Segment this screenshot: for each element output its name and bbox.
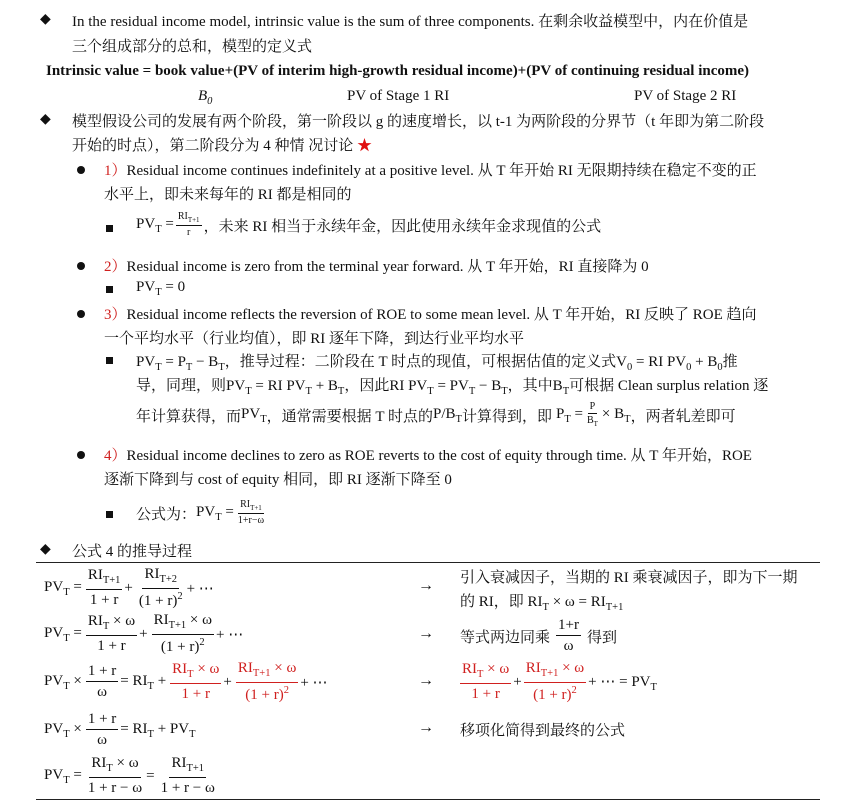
derivation-step-1: $PV_T$ = $\frac{RI_{T+1}}{1 + r}$ + $\frac{RI_{T+2}}{(1 + r)^2}$ + ⋯	[44, 566, 214, 609]
case-3-sub-line-1: $PV_T = P_T - B_T$，推导过程：二阶段在 T 时点的现值，可根据估值的定义式$V_0$ = RI $PV_0 + B_0$推	[136, 354, 738, 373]
case-3-line-2: 一个平均水平（行业均值），即 RI 逐年下降，到达行业平均水平	[104, 331, 525, 347]
assumption-line-2: 开始的时点），第二阶段分为 4 种情 况讨论 ★	[72, 138, 373, 154]
case-4-line-2: 逐渐下降到与 cost of equity 相同，即 RI 逐渐下降至 0	[104, 472, 452, 488]
bullet-square	[106, 225, 113, 232]
arrow-icon: →	[418, 625, 434, 642]
arrow-icon: →	[418, 672, 434, 689]
derivation-step-2: $PV_T$ = $\frac{RI_T \times \omega}{1 + r}$ + $\frac{RI_{T+1} \times \omega}{(1 + r)^2}$ + ⋯	[44, 612, 244, 655]
bullet-square	[106, 286, 113, 293]
arrow-icon: →	[418, 719, 434, 736]
case-1-line-1: 1）Residual income continues indefinitely at a positive level. 从 T 年开始 RI 无限期持续在稳定不变的正	[104, 163, 757, 179]
divider-bottom	[36, 799, 820, 800]
case-4-line-1: 4）Residual income declines to zero as ROE reverts to the cost of equity through time. 从 T 年开始，ROE	[104, 448, 752, 464]
derivation-note-3: $\frac{RI_T \times \omega}{1 + r}$ + $\frac{RI_{T+1} \times \omega}{(1 + r)^2}$ + ⋯ = $PV_T$	[462, 660, 657, 703]
derivation-title: 公式 4 的推导过程	[72, 544, 193, 560]
intro-line-1: In the residual income model, intrinsic value is the sum of three components. 在剩余收益模型中，内在价值是	[72, 14, 749, 30]
derivation-step-4: $PV_T$ × $\frac{1 + r}{\omega}$ = $RI_T + PV_T$	[44, 711, 196, 748]
derivation-note-4: 移项化简得到最终的公式	[460, 723, 626, 739]
divider-top	[36, 562, 820, 563]
case-1-line-2: 水平上，即未来每年的 RI 都是相同的	[104, 187, 352, 203]
label-stage1: PV of Stage 1 RI	[347, 88, 450, 104]
case-4-formula: 公式为： $PV_T$ = $\frac{RI_{T+1}}{1+r-\omega}$	[136, 499, 265, 526]
bullet-dot	[77, 310, 85, 318]
case-2-line-1: 2）Residual income is zero from the terminal year forward. 从 T 年开始，RI 直接降为 0	[104, 259, 649, 275]
intrinsic-value-formula: Intrinsic value = book value+(PV of interim high-growth residual income)+(PV of continuing residual income)	[46, 63, 750, 79]
label-stage2: PV of Stage 2 RI	[634, 88, 737, 104]
bullet-diamond: ◆	[40, 112, 51, 127]
star-icon: ★	[357, 138, 373, 154]
case-3-sub-line-2: 导，同理，则$PV_T$ = RI $PV_T + B_T$，因此RI $PV_T = PV_T - B_T$，其中$B_T$可根据 Clean surplus relation 逐	[136, 378, 769, 397]
bullet-dot	[77, 262, 85, 270]
assumption-line-1: 模型假设公司的发展有两个阶段，第一阶段以 g 的速度增长，以 t-1 为两阶段的分界节（t 年即为第二阶段	[72, 114, 765, 130]
case-3-line-1: 3）Residual income reflects the reversion of ROE to some mean level. 从 T 年开始，RI 反映了 ROE 趋向	[104, 307, 757, 323]
bullet-diamond: ◆	[40, 542, 51, 557]
case-2-formula: $PV_T = 0$	[136, 279, 186, 298]
bullet-dot	[77, 166, 85, 174]
label-b0: $B_0$	[198, 88, 213, 107]
bullet-diamond: ◆	[40, 12, 51, 27]
derivation-note-1b: 的 RI，即 $RI_T \times \omega = RI_{T+1}$	[460, 594, 624, 613]
arrow-icon: →	[418, 577, 434, 594]
case-3-sub-line-3: 年计算获得，而 $PV_T$ ，通常需要根据 T 时点的 $P/B_T$ 计算得到，即 $P_T$ = $\frac{P}{B_T}$ × $B_T$ ，两者轧差即可	[136, 401, 736, 428]
intro-line-2: 三个组成部分的总和，模型的定义式	[72, 39, 313, 55]
case-1-formula: $PV_T$ = $\frac{RI_{T+1}}{r}$ ，未来 RI 相当于永续年金，因此使用永续年金求现值的公式	[136, 211, 602, 238]
derivation-step-5: $PV_T$ = $\frac{RI_T \times \omega}{1 + r - \omega}$ = $\frac{RI_{T+1}}{1 + r - \omega}$	[44, 755, 215, 796]
bullet-square	[106, 357, 113, 364]
derivation-step-3: $PV_T$ × $\frac{1 + r}{\omega}$ = $RI_T$ + $\frac{RI_T \times \omega}{1 + r}$ + $\frac{RI_{T+1} \times \omega}{(1 + r)^2}$ + ⋯	[44, 660, 328, 703]
derivation-note-1a: 引入衰减因子，当期的 RI 乘衰减因子，即为下一期	[460, 570, 798, 586]
derivation-note-2: 等式两边同乘 $\frac{1+r}{\omega}$ 得到	[460, 617, 617, 654]
bullet-square	[106, 511, 113, 518]
bullet-dot	[77, 451, 85, 459]
